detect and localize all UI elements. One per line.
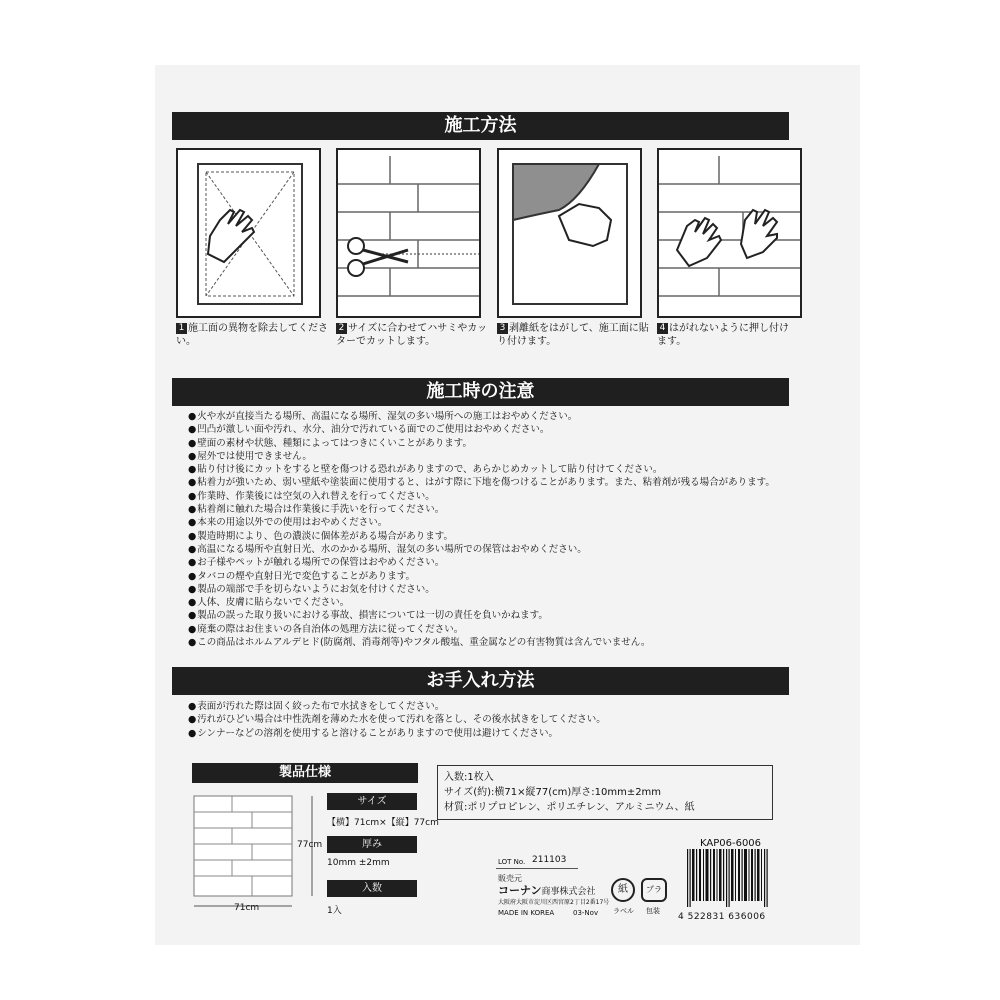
care-item: ● シンナーなどの溶剤を使用すると溶けることがありますので使用は避けてください。 [188,727,808,740]
product-code: KAP06-6006 [700,838,762,849]
thickness-label-bar: 厚み [327,836,417,853]
step-1-number: 1 [176,323,187,334]
caution-item: ● 人体、皮膚に貼らないでください。 [188,596,808,609]
care-item: ● 表面が汚れた際は固く絞った布で水拭きをしてください。 [188,700,808,713]
lot-underline [496,868,578,869]
caution-item: ● この商品はホルムアルデヒド(防腐剤、消毒剤等)やフタル酸塩、重金属などの有害物質は含んでいません。 [188,636,808,649]
spec-title-bar: 製品仕様 [192,763,418,783]
caution-item: ● 製造時期により、色の濃淡に個体差がある場合があります。 [188,530,808,543]
seller-name [498,882,595,898]
step-2-text: サイズに合わせてハサミやカッターでカットします。 [336,323,488,347]
care-title-bar: お手入れ方法 [172,667,789,695]
caution-item: ● 壁面の素材や状態、種類によってはつきにくいことがあります。 [188,437,808,450]
spec-summary-material: 材質:ポリプロピレン、ポリエチレン、アルミニウム、紙 [444,802,695,813]
date-code: 03-Nov [573,909,599,917]
cautions-list [188,410,808,649]
thickness-value: 10mm ±2mm [327,858,390,868]
spec-summary-quantity: 入数:1枚入 [444,772,494,783]
step-4-illustration [657,148,802,318]
lot-value: 211103 [532,855,567,865]
caution-item: ● 製品の端部で手を切らないようにお気を付けください。 [188,583,808,596]
seller-label: 販売元 [498,874,522,883]
paper-recycle-text: 紙 [618,884,628,895]
plastic-recycle-caption: 包装 [646,907,660,915]
step-3-illustration [497,148,642,318]
size-label-bar: サイズ [327,793,417,810]
caution-item: ● 貼り付け後にカットをすると壁を傷つける恐れがありますので、あらかじめカットして貼り付けてください。 [188,463,808,476]
plastic-recycle-text: プラ [646,885,662,894]
spec-summary-size: サイズ(約):横71×縦77(cm)厚さ:10mm±2mm [444,787,662,798]
step-1-caption [176,322,331,348]
plastic-recycle-icon [641,878,667,902]
step-2-number: 2 [336,323,347,334]
caution-item: ● 粘着力が強いため、弱い壁紙や塗装面に使用すると、はがす際に下地を傷つけることがあります。また、粘着剤が残る場合があります。 [188,476,808,489]
size-value: 【横】71cm×【縦】77cm [327,818,439,828]
step-3-caption [497,322,652,348]
caution-item: ● 作業時、作業後には空気の入れ替えを行ってください。 [188,490,808,503]
seller-address: 大阪府大阪市淀川区西宮原2丁目2番17号 [498,899,610,906]
step-3-text: 剥離紙をはがして、施工面に貼り付けます。 [497,323,649,347]
origin-text: MADE IN KOREA [498,909,555,917]
qty-value: 1入 [327,906,342,916]
method-title-bar: 施工方法 [172,112,789,140]
barcode-number: 4 522831 636006 [678,912,766,922]
caution-item: ● お子様やペットが触れる場所での保管はおやめください。 [188,556,808,569]
step-4-number: 4 [657,323,668,334]
step-4-text: はがれないように押し付けます。 [657,323,789,347]
spec-summary-box [437,765,773,820]
caution-item: ● 屋外では使用できません。 [188,450,808,463]
barcode-icon [683,849,773,909]
cautions-title-bar: 施工時の注意 [172,378,789,406]
step-4-caption [657,322,797,348]
caution-item: ● 廃棄の際はお住まいの各自治体の処理方法に従ってください。 [188,623,808,636]
caution-item: ● 高温になる場所や直射日光、水のかかる場所、湿気の多い場所での保管はおやめください。 [188,543,808,556]
qty-label-bar: 入数 [327,880,417,897]
step-2-caption [336,322,491,348]
lot-label: LOT No. [498,858,526,866]
seller-brand: コーナン [498,884,542,897]
paper-recycle-icon [611,878,635,902]
spec-height-label: 77cm [297,840,323,850]
paper-recycle-caption: ラベル [613,907,634,915]
caution-item: ● 本来の用途以外での使用はおやめください。 [188,516,808,529]
caution-item: ● 粘着剤に触れた場合は作業後に手洗いを行ってください。 [188,503,808,516]
step-1-text: 施工面の異物を除去してください。 [176,323,328,347]
caution-item: ● タバコの煙や直射日光で変色することがあります。 [188,570,808,583]
caution-item: ● 凹凸が激しい面や汚れ、水分、油分で汚れている面でのご使用はおやめください。 [188,423,808,436]
caution-item: ● 火や水が直接当たる場所、高温になる場所、湿気の多い場所への施工はおやめください。 [188,410,808,423]
seller-company: 商事株式会社 [541,887,596,897]
step-1-illustration [176,148,321,318]
spec-width-label: 71cm [234,903,260,913]
caution-item: ● 製品の誤った取り扱いにおける事故、損害については一切の責任を負いかねます。 [188,609,808,622]
step-2-illustration [336,148,481,318]
care-list [188,700,808,740]
spec-diagram [192,792,322,916]
care-item: ● 汚れがひどい場合は中性洗剤を薄めた水を使って汚れを落とし、その後水拭きをしてください。 [188,713,808,726]
step-3-number: 3 [497,323,508,334]
